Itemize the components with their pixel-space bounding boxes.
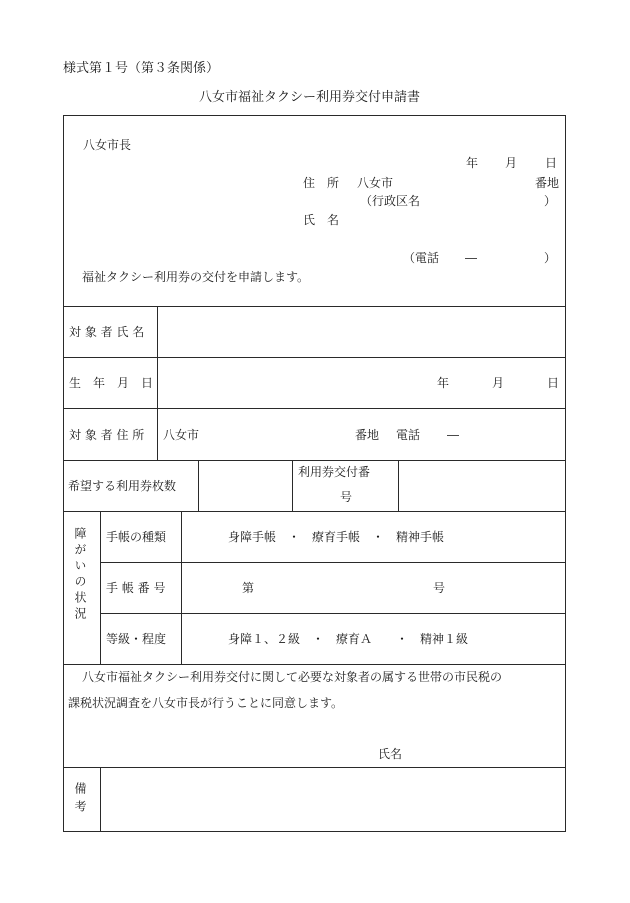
district-open: （行政区名 xyxy=(360,194,421,208)
subject-phone-dash: ― xyxy=(447,428,459,442)
form-number: 様式第１号（第３条関係） xyxy=(63,61,220,76)
column-divider xyxy=(198,460,199,511)
notebook-number-dai: 第 xyxy=(242,581,255,595)
birth-day-label: 日 xyxy=(547,376,560,390)
row-divider xyxy=(63,460,566,461)
row-divider xyxy=(100,613,566,614)
phone-close: ） xyxy=(544,251,557,265)
row-divider xyxy=(63,664,566,665)
ticket-number-label-line2: 号 xyxy=(340,490,353,504)
subject-phone-label: 電話 xyxy=(396,428,421,442)
ticket-count-field[interactable] xyxy=(201,463,289,508)
district-close: ） xyxy=(544,194,557,208)
subject-address-banchi: 番地 xyxy=(355,428,380,442)
phone-open: （電話 xyxy=(403,251,440,265)
row-divider xyxy=(63,306,566,307)
remarks-field[interactable] xyxy=(103,770,563,829)
disability-section-label: 障がいの状況 xyxy=(73,527,87,623)
row-divider xyxy=(63,408,566,409)
grade-label: 等級・程度 xyxy=(106,632,167,646)
date-day-label: 日 xyxy=(545,156,558,170)
phone-dash: ― xyxy=(465,251,477,265)
column-divider xyxy=(157,306,158,460)
row-divider xyxy=(63,767,566,768)
birth-month-label: 月 xyxy=(492,376,505,390)
date-month-label: 月 xyxy=(505,156,518,170)
subject-name-label: 対 象 者 氏 名 xyxy=(69,325,145,339)
subject-address-label: 対 象 者 住 所 xyxy=(69,428,145,442)
birth-year-label: 年 xyxy=(437,376,450,390)
column-divider xyxy=(100,767,101,832)
ticket-count-label: 希望する利用券枚数 xyxy=(68,479,177,493)
address-label: 住 所 xyxy=(303,176,340,190)
column-divider xyxy=(181,511,182,664)
consent-text-line1: 八女市福祉タクシー利用券交付に関して必要な対象者の属する世帯の市民税の xyxy=(82,670,503,684)
birth-date-label: 生 年 月 日 xyxy=(69,376,154,390)
address-banchi: 番地 xyxy=(535,176,560,190)
row-divider xyxy=(63,511,566,512)
notebook-type-options: 身障手帳 ・ 療育手帳 ・ 精神手帳 xyxy=(228,530,445,544)
date-year-label: 年 xyxy=(466,156,479,170)
form-title: 八女市福祉タクシー利用券交付申請書 xyxy=(199,90,421,105)
column-divider xyxy=(398,460,399,511)
application-statement: 福祉タクシー利用券の交付を申請します。 xyxy=(82,270,310,284)
subject-address-city: 八女市 xyxy=(163,428,200,442)
notebook-number-label: 手 帳 番 号 xyxy=(106,581,166,595)
ticket-number-label-line1: 利用券交付番 xyxy=(298,465,371,479)
address-city: 八女市 xyxy=(357,176,394,190)
row-divider xyxy=(100,562,566,563)
notebook-number-go: 号 xyxy=(433,581,446,595)
consent-text-line2: 課税状況調査を八女市長が行うことに同意します。 xyxy=(68,696,344,710)
ticket-number-field[interactable] xyxy=(401,463,563,508)
row-divider xyxy=(63,357,566,358)
addressee: 八女市長 xyxy=(83,138,132,152)
notebook-type-label: 手帳の種類 xyxy=(106,530,167,544)
grade-options: 身障１、２級 ・ 療育Ａ ・ 精神１級 xyxy=(228,632,469,646)
consent-name-label: 氏名 xyxy=(378,747,403,761)
column-divider xyxy=(100,511,101,664)
remarks-label: 備考 xyxy=(73,782,87,818)
subject-name-field[interactable] xyxy=(160,309,563,354)
name-label: 氏 名 xyxy=(303,213,340,227)
column-divider xyxy=(292,460,293,511)
